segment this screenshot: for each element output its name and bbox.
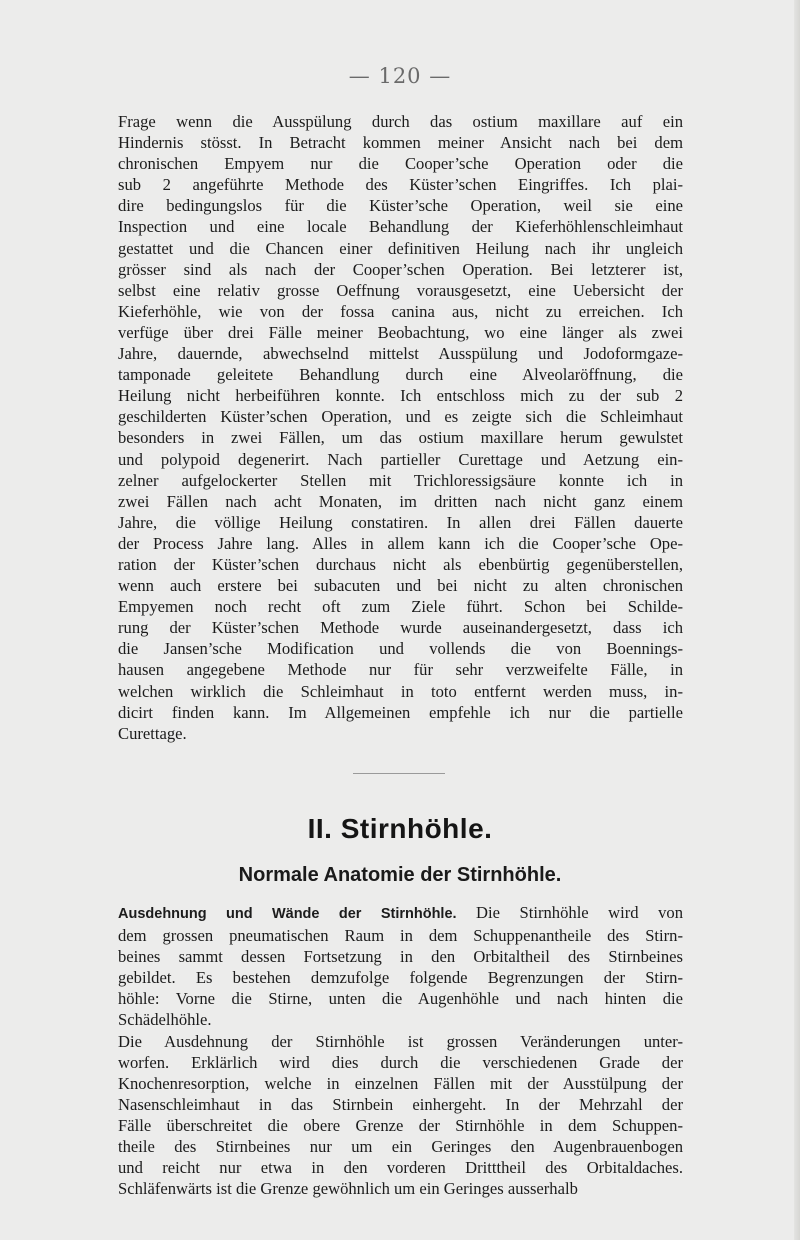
text-line: Fälle überschreitet die obere Grenze der Stirnhöhle in dem Schuppen- xyxy=(118,1115,683,1135)
text-line: grösser sind als nach der Cooper’schen Operation. Bei letzterer ist, xyxy=(118,259,683,279)
text-line: dire bedingungslos für die Küster’sche Operation, weil sie eine xyxy=(118,196,683,216)
text-line: hausen angegebene Methode nur für sehr verzweifelte Fälle, in xyxy=(118,660,683,680)
text-line: zelner aufgelockerter Stellen mit Trichloressigsäure konnte ich in xyxy=(118,470,683,490)
text-line: Die Ausdehnung der Stirnhöhle ist grossen Veränderungen unter- xyxy=(118,1031,683,1051)
text-line: Curettage. xyxy=(118,723,187,743)
paragraph-2-first-line xyxy=(118,902,683,925)
paragraph-2-3 xyxy=(118,902,683,1199)
text-line: chronischen Empyem nur die Cooper’sche Operation oder die xyxy=(118,154,683,174)
text-line: Jahre, die völlige Heilung constatiren. In allen drei Fällen dauerte xyxy=(118,512,683,532)
text-line: selbst eine relativ grosse Oeffnung vorausgesetzt, eine Uebersicht der xyxy=(118,280,683,300)
text-line: rung der Küster’schen Methode wurde auseinandergesetzt, dass ich xyxy=(118,618,683,638)
paragraph-1 xyxy=(118,111,683,744)
text-line: Empyemen noch recht oft zum Ziele führt. Schon bei Schilde- xyxy=(118,597,683,617)
text-line: geschilderten Küster’schen Operation, und es zeigte sich die Schleimhaut xyxy=(118,407,683,427)
paragraph-3-text xyxy=(118,1031,683,1200)
text-line: dicirt finden kann. Im Allgemeinen empfehle ich nur die partielle xyxy=(118,702,683,722)
text-line: der Process Jahre lang. Alles in allem kann ich die Cooper’sche Ope- xyxy=(118,533,683,553)
text-line: gebildet. Es bestehen demzufolge folgende Begrenzungen der Stirn- xyxy=(118,968,683,988)
text-line: und polypoid degenerirt. Nach partieller Curettage und Aetzung ein- xyxy=(118,449,683,469)
text-line: Schädelhöhle. xyxy=(118,1010,212,1030)
text-line: Kieferhöhle, wie von der fossa canina aus, nicht zu erreichen. Ich xyxy=(118,301,683,321)
text-line: zwei Fällen nach acht Monaten, im dritten nach nicht ganz einem xyxy=(118,491,683,511)
text-line: höhle: Vorne die Stirne, unten die Augenhöhle und nach hinten die xyxy=(118,989,683,1009)
text-line: theile des Stirnbeines nur um ein Geringes den Augenbrauenbogen xyxy=(118,1137,683,1157)
text-line: beines sammt dessen Fortsetzung in den Orbitaltheil des Stirnbeines xyxy=(118,947,683,967)
page-number: — 120 — xyxy=(348,64,452,88)
section-heading: II. Stirnhöhle. xyxy=(307,813,493,844)
text-line: und reicht nur etwa in den vorderen Dritttheil des Orbitaldaches. xyxy=(118,1158,683,1178)
divider-rule xyxy=(353,773,445,774)
text-line: Schläfenwärts ist die Grenze gewöhnlich um ein Geringes ausserhalb xyxy=(118,1179,578,1199)
sub-heading: Normale Anatomie der Stirnhöhle. xyxy=(238,864,562,886)
text-line: Jahre, dauernde, abwechselnd mittelst Ausspülung und Jodoformgaze- xyxy=(118,344,683,364)
text-line: Frage wenn die Ausspülung durch das ostium maxillare auf ein xyxy=(118,112,683,131)
text-line: besonders in zwei Fällen, um das ostium maxillare herum gewulstet xyxy=(118,428,683,448)
text-line: dem grossen pneumatischen Raum in dem Schuppenantheile des Stirn- xyxy=(118,926,683,946)
text-line: wenn auch erstere bei subacuten und bei nicht zu alten chronischen xyxy=(118,576,683,596)
text-line: Hindernis stösst. In Betracht kommen meiner Ansicht nach bei dem xyxy=(118,133,683,153)
paragraph-2-text xyxy=(118,902,683,1031)
text-line: Inspection und eine locale Behandlung der Kieferhöhlenschleimhaut xyxy=(118,217,683,237)
text-line: tamponade geleitete Behandlung durch eine Alveolaröffnung, die xyxy=(118,365,683,385)
text-line: welchen wirklich die Schleimhaut in toto entfernt werden muss, in- xyxy=(118,681,683,701)
paragraph-2-first-line-rest: Die Stirnhöhle wird von xyxy=(456,903,683,922)
text-line: gestattet und die Chancen einer definitiven Heilung nach ihr ungleich xyxy=(118,238,683,258)
text-line: Heilung nicht herbeiführen konnte. Ich entschloss mich zu der sub 2 xyxy=(118,386,683,406)
text-line: sub 2 angeführte Methode des Küster’schen Eingriffes. Ich plai- xyxy=(118,175,683,195)
page-edge-shadow xyxy=(794,0,800,1240)
text-line: worfen. Erklärlich wird dies durch die verschiedenen Grade der xyxy=(118,1052,683,1072)
paragraph-1-text xyxy=(118,111,683,744)
text-line: ration der Küster’schen durchaus nicht als ebenbürtig gegenüberstellen, xyxy=(118,554,683,574)
text-line: die Jansen’sche Modification und vollends die von Boennings- xyxy=(118,639,683,659)
paragraph-2-lead-in: Ausdehnung und Wände der Stirnhöhle. xyxy=(118,906,457,922)
text-line: verfüge über drei Fälle meiner Beobachtung, wo eine länger als zwei xyxy=(118,322,683,342)
text-line: Nasenschleimhaut in das Stirnbein einhergeht. In der Mehrzahl der xyxy=(118,1094,683,1114)
text-line: Knochenresorption, welche in einzelnen Fällen mit der Ausstülpung der xyxy=(118,1073,683,1093)
